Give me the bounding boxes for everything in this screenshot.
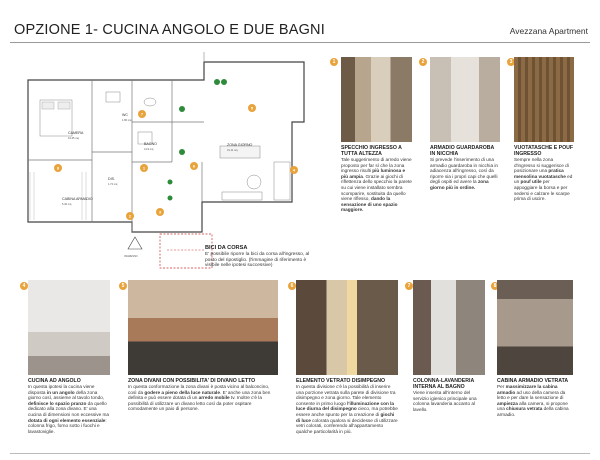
plan-marker-7: 7 — [140, 111, 144, 117]
caption-3-body: Sempre nella zona d'ingresso si suggerisce di posizionare una pratica mensolina vuotatasche ed un pouf utile per appoggiare la borsa e per sedersi e calzare le scarpe prima di uscire. — [514, 157, 573, 202]
room-camera: CAMERA — [68, 131, 84, 135]
caption-5-title: ZONA DIVANI CON POSSIBILITA' DI DIVANO LETTO — [128, 378, 256, 384]
caption-1 — [341, 145, 412, 213]
caption-6 — [296, 378, 398, 434]
header-divider — [10, 42, 590, 43]
caption-1-body: Tale suggerimento di arredo viene proposto per far sì che la zona ingresso risulti più luminosa e più ampia. Grazie ai giochi di riflettenza dello specchio la parete su cui viene installato sembra scomparire, sostituita da quello viene riflesso, dando la sensazione di uno spazio maggiore. — [341, 157, 412, 213]
room-dis: DIS. — [108, 177, 115, 181]
apartment-name: Avezzana Apartment — [509, 26, 588, 36]
photo-armadio — [430, 57, 500, 142]
plan-marker-5: 5 — [250, 105, 254, 111]
room-wc: WC — [122, 113, 128, 117]
caption-2-title: ARMADIO GUARDAROBA IN NICCHIA — [430, 145, 495, 157]
page-title: OPZIONE 1- CUCINA ANGOLO E DUE BAGNI — [14, 22, 325, 38]
plan-marker-8: 8 — [56, 165, 60, 171]
bici-title: BICI DA CORSA — [205, 245, 248, 251]
badge-2: 2 — [419, 58, 427, 66]
badge-1: 1 — [330, 58, 338, 66]
footer-divider — [10, 453, 590, 454]
room-ingresso: INGRESSO — [124, 255, 138, 258]
badge-6: 6 — [288, 282, 296, 290]
room-cabina-area: 5.40 mq — [62, 203, 72, 206]
caption-4-body: In questa ipotesi la cucina viene disposta in un angolo della zona giorno così, assieme al tavolo tondo, definisce lo spazio pranzo da quello dedicato alla zona divano. E' una cucina di dimensioni non eccessive ma dotata di ogni elemento essenziale: colonna frigo, forno sotto i fuochi e lavastoviglie. — [28, 384, 110, 434]
caption-5-body: In questa conformazione la zona divani è posta vicino al balconcino, così da godere a pieno della luce naturale. E' anche una zona ben definita e può essere dotata di un arredo mobile tv. Inoltre c'è la possibilità di utilizzare un divano letto così da poter ospitare comodamente un paio di persone. — [128, 384, 271, 412]
caption-8-body: Per massimizzare la cabina armadio ad uso della camera da letto e per dare la sensazione di ampiezza alla camera, si propone una chiusura vetrata della cabina armadio. — [497, 384, 569, 417]
room-bagno: BAGNO — [144, 142, 157, 146]
photo-cabina — [497, 280, 573, 375]
badge-5: 5 — [119, 282, 127, 290]
caption-7-body: Viene inserita all'interno del servizio igienico principale una colonna lavanderia accanto al lavello. — [413, 390, 477, 412]
caption-8-title: CABINA ARMADIO VETRATA — [497, 378, 569, 384]
badge-7: 7 — [405, 282, 413, 290]
bici-body: E' possibile riporre la bici da corsa all'ingresso, al posto del ripostiglio. (l'immagine di riferimento è visibile nelle ipotesi successive) — [205, 251, 310, 269]
photo-cucina — [28, 280, 110, 375]
caption-2-body: Si prevede l'inserimento di una armadio guardaroba in nicchia in adiacenza all'ingresso, così da riporre sia i propri capi che quelli degli ospiti ed avere la zona giorno più in ordine. — [430, 157, 499, 190]
room-zona-giorno: ZONA GIORNO — [227, 143, 253, 147]
badge-8: 8 — [491, 282, 499, 290]
room-zona-giorno-area: 31.11 mq — [227, 149, 238, 152]
plan-marker-4: 4 — [292, 167, 296, 173]
plan-marker-3: 3 — [158, 209, 162, 215]
bici-note — [205, 246, 313, 269]
caption-8 — [497, 378, 573, 418]
badge-3: 3 — [507, 58, 515, 66]
caption-7 — [413, 378, 485, 412]
photo-vuotatasche — [514, 57, 574, 142]
photo-lavanderia — [413, 280, 485, 375]
caption-4-title: CUCINA AD ANGOLO — [28, 378, 81, 384]
plan-marker-6: 6 — [192, 163, 196, 169]
plan-marker-2: 2 — [128, 213, 132, 219]
caption-1-title: SPECCHIO INGRESSO A TUTTA ALTEZZA — [341, 145, 402, 157]
room-dis-area: 1.72 mq — [108, 183, 118, 186]
photo-vetrato — [296, 280, 398, 375]
caption-3-title: VUOTATASCHE E POUF INGRESSO — [514, 145, 574, 157]
caption-5 — [128, 378, 278, 412]
room-wc-area: 1.80 mq — [122, 119, 132, 122]
caption-6-title: ELEMENTO VETRATO DISIMPEGNO — [296, 378, 386, 384]
room-bagno-area: 4.19 mq — [144, 148, 154, 151]
room-cabina: CABINA ARMADIO — [62, 197, 93, 201]
caption-6-body: In questa divisione c'è la possibilità di inserire una porzione vetrata sulla parete di divisione tra disimpegno e zona giorno. Tale elemento consente in primo luogo l'illuminazione con la luce diurna del disimpegno cieco, ma potrebbe essere anche spunto per la creazione di giochi di luce colorata qualora si decidesse di utilizzare vetri colorati, conferendo all'appartamento qualche particolarità in più. — [296, 384, 398, 434]
badge-4: 4 — [20, 282, 28, 290]
room-camera-area: 16.45 mq — [68, 137, 79, 140]
caption-2 — [430, 145, 500, 191]
caption-7-title: COLONNA-LAVANDERIA INTERNA AL BAGNO — [413, 378, 474, 390]
caption-4 — [28, 378, 110, 434]
photo-specchio — [341, 57, 412, 142]
plan-marker-1: 1 — [142, 165, 146, 171]
caption-3 — [514, 145, 574, 202]
photo-divano — [128, 280, 278, 375]
